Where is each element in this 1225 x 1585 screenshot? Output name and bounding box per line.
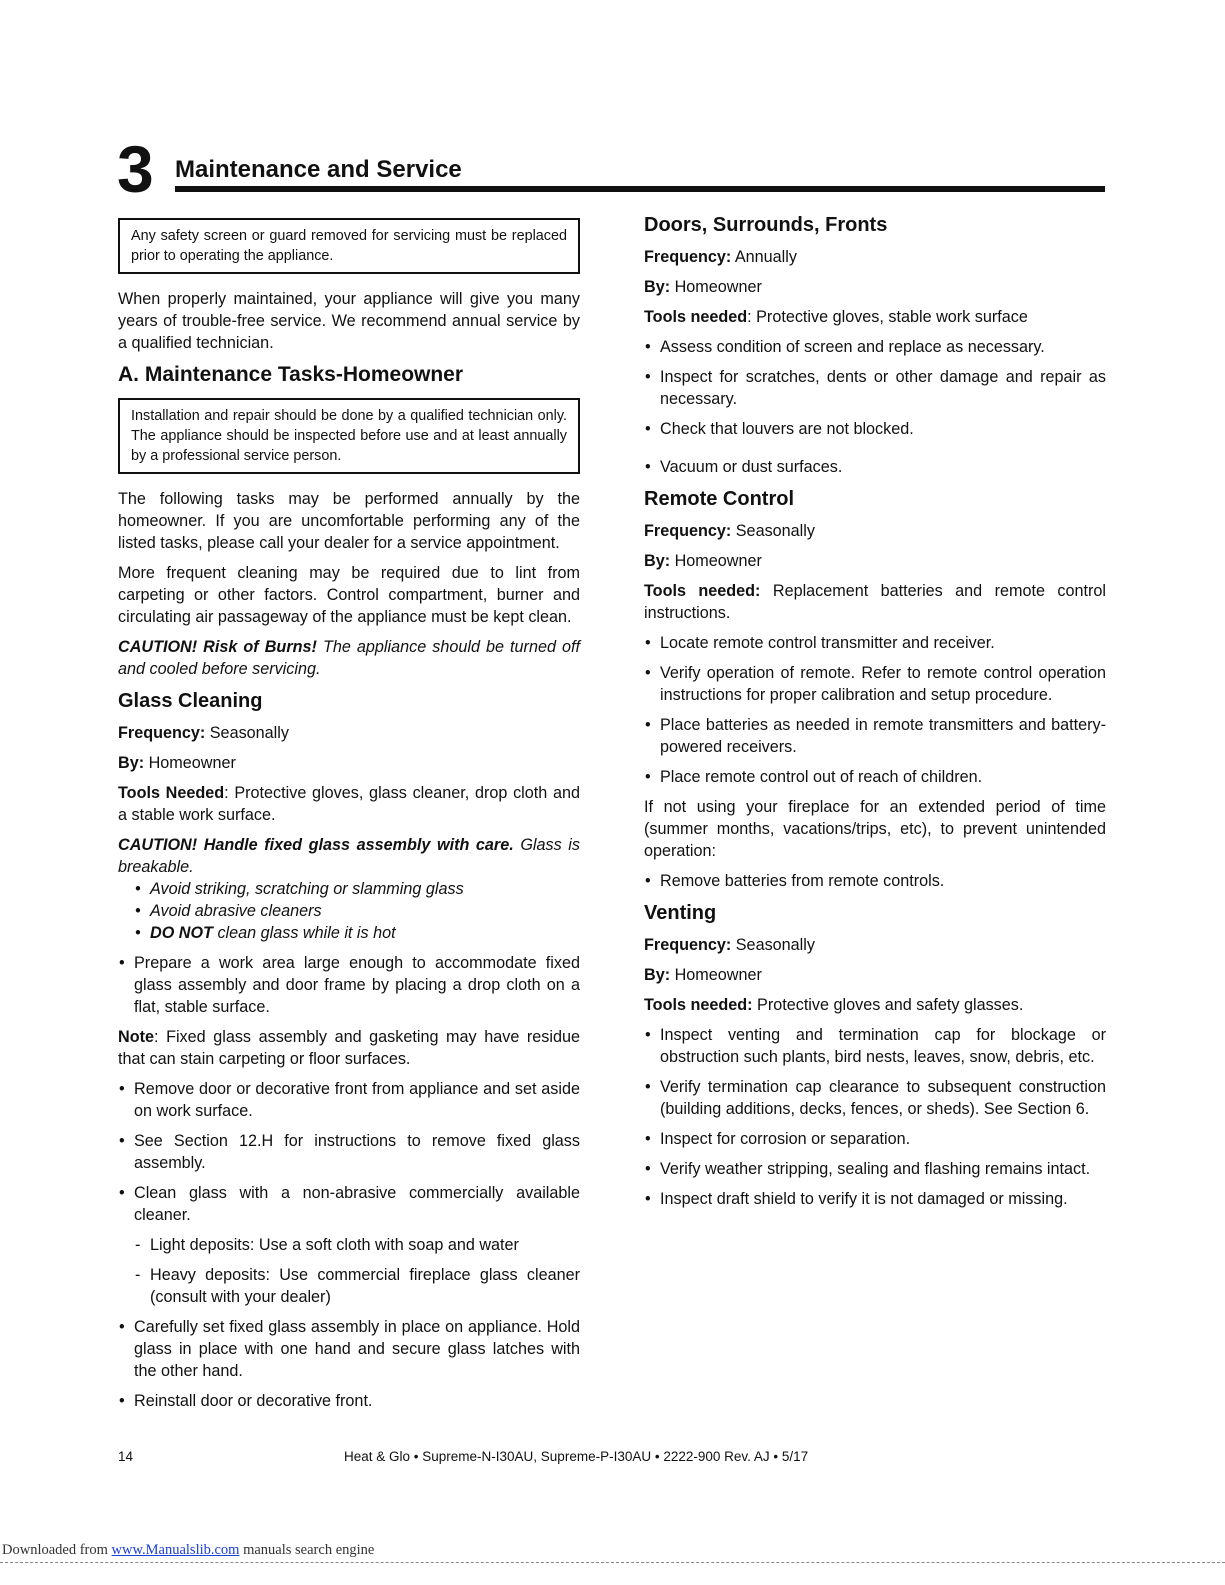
list-item: • Verify operation of remote. Refer to remote control operation instructions for proper calibration and setup procedure. [644, 662, 1106, 706]
download-text [2, 1542, 374, 1559]
section-header [117, 132, 1105, 206]
glass-prepare-list [118, 952, 580, 1018]
frequency-label: Frequency: [118, 724, 206, 742]
tools-value: Protective gloves and safety glasses. [752, 996, 1024, 1014]
list-item: • Place batteries as needed in remote transmitters and battery-powered receivers. [644, 714, 1106, 758]
heading-doors: Doors, Surrounds, Fronts [644, 214, 888, 236]
qualified-technician-box: Installation and repair should be done by a qualified technician only. The appliance should be inspected before use and at least annually by a professional service person. [118, 398, 580, 474]
tools-label: Tools needed: [644, 582, 761, 600]
venting-frequency [644, 934, 1106, 956]
glass-caution-label: CAUTION! Handle fixed glass assembly with care. [118, 836, 514, 854]
tools-label: Tools needed [644, 308, 748, 326]
tasks-paragraph: The following tasks may be performed annually by the homeowner. If you are uncomfortable performing any of the listed tasks, please call your dealer for a service appointment. [118, 490, 580, 552]
list-item: • Vacuum or dust surfaces. [644, 456, 1106, 478]
by-label: By: [644, 552, 671, 570]
left-column [118, 218, 580, 1420]
glass-tools [118, 782, 580, 826]
list-item: • Assess condition of screen and replace as necessary. [644, 336, 1106, 358]
by-value: Homeowner [670, 278, 762, 296]
safety-notice-box: Any safety screen or guard removed for servicing must be replaced prior to operating the appliance. [118, 218, 580, 274]
list-item: • Inspect for scratches, dents or other damage and repair as necessary. [644, 366, 1106, 410]
remote-by [644, 550, 1106, 572]
header-rule [175, 186, 1105, 192]
note-label: Note [118, 1028, 154, 1046]
by-label: By: [644, 278, 671, 296]
note-text: : Fixed glass assembly and gasketing may have residue that can stain carpeting or floor surfaces. [118, 1028, 580, 1068]
download-suffix: manuals search engine [239, 1542, 375, 1558]
glass-final-steps-list [118, 1316, 580, 1412]
list-item: • Locate remote control transmitter and receiver. [644, 632, 1106, 654]
frequency-value: Seasonally [731, 522, 815, 540]
frequency-label: Frequency: [644, 522, 732, 540]
doors-tools [644, 306, 1106, 328]
glass-by [118, 752, 580, 774]
remote-extended-list [644, 870, 1106, 892]
list-item: • Verify weather stripping, sealing and flashing remains intact. [644, 1158, 1106, 1180]
list-item: • Place remote control out of reach of children. [644, 766, 1106, 788]
remote-list [644, 632, 1106, 788]
heading-venting: Venting [644, 902, 717, 924]
remote-tools [644, 580, 1106, 624]
venting-tools [644, 994, 1106, 1016]
caution-burns-label: CAUTION! Risk of Burns! [118, 638, 317, 656]
remote-extended-paragraph: If not using your fireplace for an extended period of time (summer months, vacations/trips, etc), to prevent unintended operation: [644, 798, 1106, 860]
list-item: • Carefully set fixed glass assembly in place on appliance. Hold glass in place with one hand and secure glass latches with the other hand. [118, 1316, 580, 1382]
frequency-label: Frequency: [644, 248, 732, 266]
glass-deposits-list [134, 1234, 580, 1308]
by-value: Homeowner [144, 754, 236, 772]
list-item: - Heavy deposits: Use commercial fireplace glass cleaner (consult with your dealer) [134, 1264, 580, 1308]
list-item: • Inspect venting and termination cap for blockage or obstruction such plants, bird nests, leaves, snow, debris, etc. [644, 1024, 1106, 1068]
page-number: 14 [118, 1449, 134, 1464]
venting-by [644, 964, 1106, 986]
list-item: • Check that louvers are not blocked. [644, 418, 1106, 440]
frequency-value: Seasonally [205, 724, 289, 742]
manualslib-link[interactable]: www.Manualslib.com [111, 1542, 240, 1558]
venting-list [644, 1024, 1106, 1210]
list-item: • Inspect for corrosion or separation. [644, 1128, 1106, 1150]
donot-text: clean glass while it is hot [212, 924, 396, 942]
glass-caution-text: Glass is breakable. [118, 836, 580, 876]
caution-burns [118, 636, 580, 680]
tools-value: : Protective gloves, glass cleaner, drop cloth and a stable work surface. [118, 784, 581, 824]
download-banner [0, 1540, 1225, 1563]
list-item: • Inspect draft shield to verify it is not damaged or missing. [644, 1188, 1106, 1210]
list-item: • Reinstall door or decorative front. [118, 1390, 580, 1412]
donot-label: DO NOT [150, 924, 213, 942]
glass-steps-list [118, 1078, 580, 1226]
section-number: 3 [117, 132, 152, 206]
list-item: • Avoid abrasive cleaners [134, 900, 580, 922]
glass-caution-list [134, 878, 580, 944]
list-item: • Clean glass with a non-abrasive commercially available cleaner. [118, 1182, 580, 1226]
by-label: By: [644, 966, 671, 984]
glass-caution [118, 834, 580, 878]
remote-frequency [644, 520, 1106, 542]
doors-by [644, 276, 1106, 298]
frequency-label: Frequency: [644, 936, 732, 954]
heading-remote-control: Remote Control [644, 488, 794, 510]
by-label: By: [118, 754, 145, 772]
doors-list [644, 336, 1106, 478]
list-item: • Avoid striking, scratching or slamming glass [134, 878, 580, 900]
download-prefix: Downloaded from [2, 1542, 112, 1558]
frequency-value: Annually [731, 248, 797, 266]
cleaning-paragraph: More frequent cleaning may be required due to lint from carpeting or other factors. Control compartment, burner and circulating air passageway of the appliance must be kept clean. [118, 564, 580, 626]
caution-burns-text: The appliance should be turned off and cooled before servicing. [118, 638, 580, 678]
by-value: Homeowner [670, 966, 762, 984]
section-title: Maintenance and Service [175, 156, 462, 183]
frequency-value: Seasonally [731, 936, 815, 954]
glass-note [118, 1026, 580, 1070]
tools-value: Replacement batteries and remote control instructions. [644, 582, 1106, 622]
tools-value: : Protective gloves, stable work surface [747, 308, 1028, 326]
list-item: • Prepare a work area large enough to accommodate fixed glass assembly and door frame by placing a drop cloth on a flat, stable surface. [118, 952, 580, 1018]
glass-frequency [118, 722, 580, 744]
tools-label: Tools Needed [118, 784, 225, 802]
intro-paragraph: When properly maintained, your appliance will give you many years of trouble-free service. We recommend annual service by a qualified technician. [118, 290, 580, 352]
list-item: • Remove batteries from remote controls. [644, 870, 1106, 892]
list-item: • See Section 12.H for instructions to remove fixed glass assembly. [118, 1130, 580, 1174]
doors-frequency [644, 246, 1106, 268]
list-item: • Remove door or decorative front from appliance and set aside on work surface. [118, 1078, 580, 1122]
heading-glass-cleaning: Glass Cleaning [118, 690, 263, 712]
footer-text: Heat & Glo • Supreme-N-I30AU, Supreme-P-I30AU • 2222-900 Rev. AJ • 5/17 [344, 1449, 809, 1464]
right-column [644, 214, 1106, 1218]
list-item: • Verify termination cap clearance to subsequent construction (building additions, decks, fences, or sheds). See Section 6. [644, 1076, 1106, 1120]
by-value: Homeowner [670, 552, 762, 570]
list-item [134, 922, 580, 944]
list-item: - Light deposits: Use a soft cloth with soap and water [134, 1234, 580, 1256]
tools-label: Tools needed: [644, 996, 753, 1014]
heading-maintenance-tasks: A. Maintenance Tasks-Homeowner [118, 363, 464, 386]
